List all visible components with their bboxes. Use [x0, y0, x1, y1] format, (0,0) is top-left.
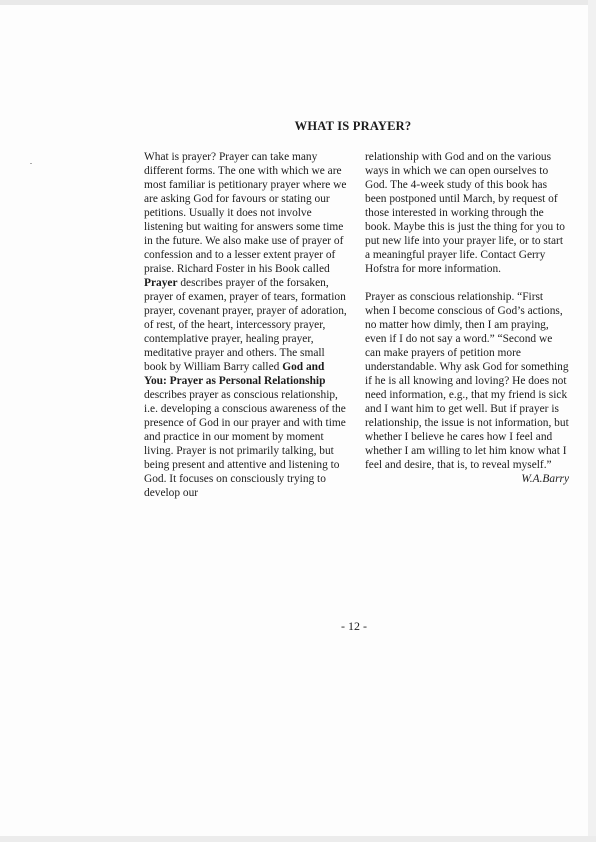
book-title-god-and-you: God and You: Prayer as Personal Relationship: [144, 361, 326, 387]
scan-speck: [30, 163, 32, 164]
left-paragraph: [144, 150, 349, 500]
right-paragraph-1: relationship with God and on the various ways in which we can open ourselves to God. The 4-week study of this book has been postponed until March, by request of those interested in working through the book. Maybe this is just the thing for you to put new life into your prayer life, or to start a meaningful prayer life. Contact Gerry Hofstra for more information.: [365, 151, 565, 275]
left-text-2: describes prayer of the forsaken, prayer of examen, prayer of tears, formation prayer, covenant prayer, prayer of adoration, of rest, of the heart, intercessory prayer, contemplative prayer, healing prayer, meditative prayer and others. The small book by William Barry called: [144, 277, 347, 373]
book-title-prayer: Prayer: [144, 277, 178, 289]
scan-edge-right: [588, 0, 596, 842]
quote-attribution: W.A.Barry: [521, 473, 569, 485]
scan-edge-bottom: [0, 836, 596, 842]
right-paragraph-2: Prayer as conscious relationship. “First when I become conscious of God’s actions, no matter how dimly, then I am praying, even if I do not say a word.” “Second we can make prayers of petition more understandable. Why ask God for something if he is all knowing and loving? He does not need information, e.g., that my friend is sick and I want him to get well. But if prayer is relationship, the issue is not information, but whether I believe he cares how I feel and whether I am willing to let him know what I feel and desire, that is, to reveal myself.”: [365, 291, 569, 471]
page-number: - 12 -: [341, 619, 367, 633]
left-text-1: What is prayer? Prayer can take many different forms. The one with which we are most familiar is petitionary prayer where we are asking God for favours or stating our petitions. Usually it does not involve listening but waiting for answers some time in the future. We also make use of prayer of confession and to a lesser extent prayer of praise. Richard Foster in his Book called: [144, 151, 347, 275]
right-column: [365, 150, 569, 486]
page-title: WHAT IS PRAYER?: [294, 119, 412, 133]
left-column: [144, 150, 349, 500]
left-text-3: describes prayer as conscious relationship, i.e. developing a conscious awareness of the presence of God in our prayer and with time and practice in our moment by moment living. Prayer is not primarily talking, but being present and attentive and listening to God. It focuses on consciously trying to develop our: [144, 389, 346, 499]
scan-edge-top: [0, 0, 596, 5]
